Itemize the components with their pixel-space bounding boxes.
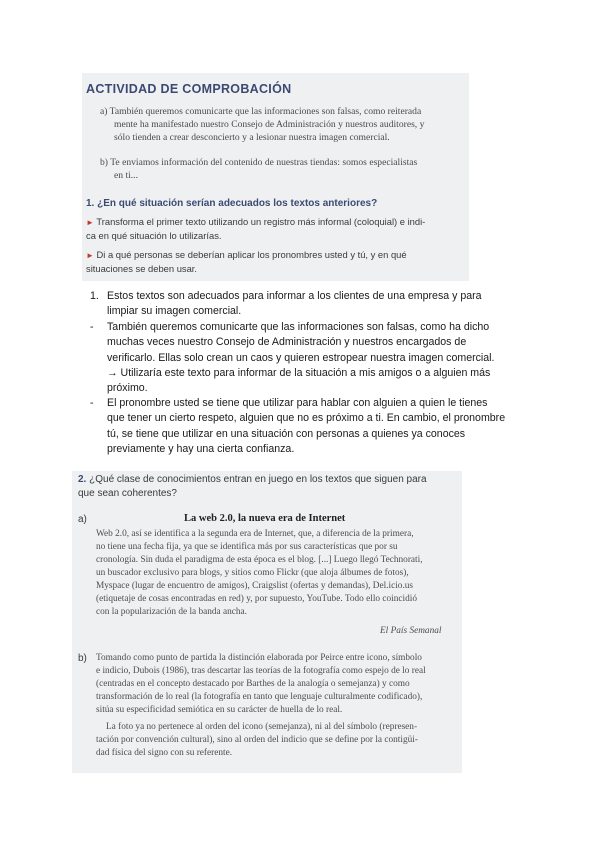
activity-scan-image — [82, 73, 469, 281]
article-source: El País Semanal — [380, 626, 442, 636]
question-1: 1. ¿En qué situación serían adecuados los textos anteriores? — [86, 198, 378, 209]
answer-line: que tener un cierto respeto, alguien que no es próximo a ti. En cambio, el pronombre — [107, 412, 506, 424]
answer-line: Estos textos son adecuados para informar a los clientes de una empresa y para — [107, 290, 482, 302]
text-b-line: transformación de lo real (la fotografía en tanto que lenguaje culturalmente codificado), — [96, 692, 423, 702]
item-b-label: b) — [78, 653, 87, 664]
bullet-line: ca en qué situación lo utilizarías. — [86, 230, 222, 241]
bullet-line: situaciones se deben usar. — [86, 263, 198, 274]
article-line: un buscador exclusivo para blogs, y sitios como Flickr (que aloja álbumes de fotos), — [96, 568, 409, 578]
texts-scan-image — [72, 471, 462, 773]
item-a-line: mente ha manifestado nuestro Consejo de Administración y nuestros auditores, y — [114, 119, 425, 130]
answer-line: previamente y hay una cierta confianza. — [107, 443, 295, 455]
list-dash: - — [90, 321, 94, 333]
answer-line: tú, se tiene que utilizar en una situación con personas a quienes ya conoces — [107, 428, 466, 440]
item-b-line: en ti... — [114, 170, 138, 181]
bullet-line: Di a qué personas se deberían aplicar los pronombres usted y tú, y en qué — [96, 249, 407, 260]
question-2-number: 2. — [78, 474, 87, 485]
answer-line: También queremos comunicarte que las informaciones son falsas, como ha dicho — [107, 321, 490, 333]
bullet-triangle-icon: ► — [86, 218, 94, 227]
text-b-line: sitúa su especificidad semiótica en su carácter de huella de lo real. — [96, 705, 343, 715]
answer-line: → Utilizaría este texto para informar de la situación a mis amigos o a alguien más — [107, 367, 491, 379]
article-line: (etiquetaje de cosas encontradas en red) y, por supuesto, YouTube. Todo ello coincidió — [96, 594, 417, 604]
answer-line: muchas veces nuestro Consejo de Administración y nuestros encargados de — [107, 336, 467, 348]
bullet-line: Transforma el primer texto utilizando un registro más informal (coloquial) e indi- — [96, 216, 426, 227]
answer-line: El pronombre usted se tiene que utilizar para hablar con alguien a quien le tienes — [107, 397, 488, 409]
article-title: La web 2.0, la nueva era de Internet — [184, 513, 346, 524]
question-2-line: ¿Qué clase de conocimientos entran en juego en los textos que siguen para — [89, 474, 427, 485]
answer-line: próximo. — [107, 382, 148, 394]
text-b-line: e indicio, Dubois (1986), tras descartar las teorías de la fotografía como espejo de lo real — [96, 666, 426, 676]
item-b-line: b) Te enviamos información del contenido de nuestras tiendas: somos especialistas — [100, 157, 418, 168]
answer-line: limpiar su imagen comercial. — [107, 305, 242, 317]
text-b-line: tación por convención cultural), sino al orden del indicio que se define por la contigüi- — [96, 735, 418, 745]
item-a-label: a) — [78, 514, 87, 525]
text-b-line: dad física del signo con su referente. — [96, 748, 233, 758]
item-a-line: a) También queremos comunicarte que las informaciones son falsas, como reiterada — [100, 106, 422, 117]
text-b-line: Tomando como punto de partida la distinción elaborada por Peirce entre icono, símbolo — [96, 653, 422, 663]
article-line: no tiene una fecha fija, ya que se identifica más por sus características que por su — [96, 542, 398, 552]
question-2-line: que sean coherentes? — [78, 488, 177, 499]
article-line: Web 2.0, así se identifica a la segunda era de Internet, que, a diferencia de la primera, — [96, 529, 414, 539]
article-line: con la popularización de la banda ancha. — [96, 607, 248, 617]
text-b-line: La foto ya no pertenece al orden del icono (semejanza), ni al del símbolo (represen- — [106, 722, 418, 732]
article-line: cronología. Sin duda el paradigma de esta época es el blog. [...] Luego llegó Technorati, — [96, 555, 423, 565]
list-dash: - — [90, 397, 94, 409]
article-line: Myspace (lugar de encuentro de amigos), Craigslist (ofertas y demandas), Del.icio.us — [96, 581, 414, 591]
answers-block — [90, 289, 530, 459]
bullet-triangle-icon: ► — [86, 251, 94, 260]
item-a-line: sólo tienden a crear desconcierto y a lesionar nuestra imagen comercial. — [114, 132, 390, 143]
activity-header: ACTIVIDAD DE COMPROBACIÓN — [86, 82, 292, 96]
answer-line: verificarlo. Ellas solo crean un caos y quieren estropear nuestra imagen comercial. — [107, 352, 495, 364]
list-number: 1. — [90, 290, 99, 302]
text-b-line: (centradas en el concepto destacado por Barthes de la analogía o semejanza) y como — [96, 679, 410, 689]
